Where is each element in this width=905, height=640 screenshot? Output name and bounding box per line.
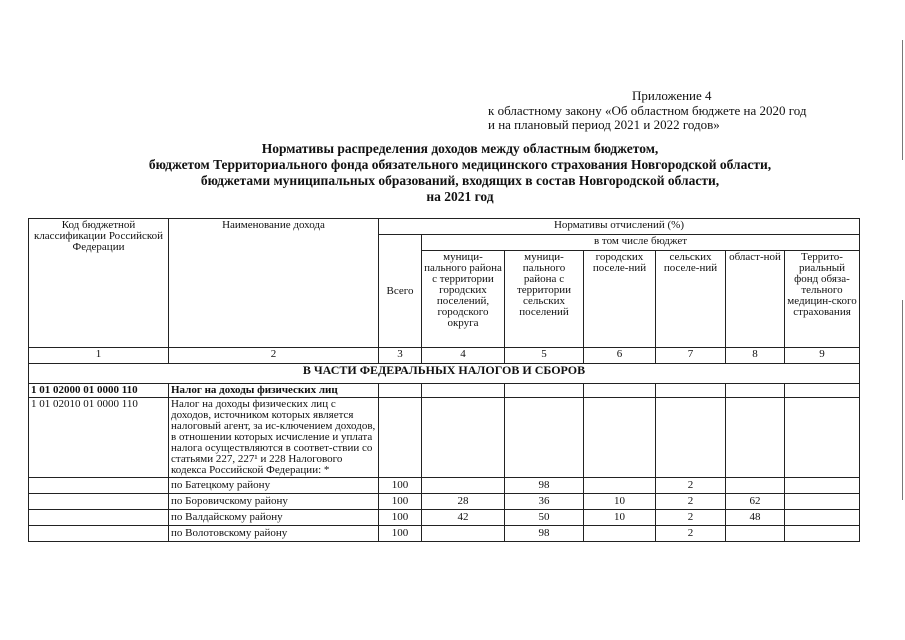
row-total: 100 [379, 510, 422, 526]
group-code: 1 01 02000 01 0000 110 [29, 384, 169, 398]
row-value [584, 478, 656, 494]
row-value [584, 526, 656, 542]
table-row [29, 478, 860, 494]
header-territorial-fund: Террито-риальный фонд обяза-тельного медицин-ского страхования [785, 251, 860, 348]
row-value [726, 526, 785, 542]
header-name: Наименование дохода [169, 219, 379, 348]
title-line: на 2021 год [426, 189, 494, 204]
row-value [785, 494, 860, 510]
norms-table [28, 218, 860, 542]
column-number: 9 [785, 348, 860, 364]
row-value [422, 478, 505, 494]
row-value: 2 [656, 510, 726, 526]
table-row [29, 526, 860, 542]
group-name: Налог на доходы физических лиц [169, 384, 379, 398]
column-numbers-row [29, 348, 860, 364]
appendix-law-ref-cont: и на плановый период 2021 и 2022 годов» [488, 117, 720, 132]
header-code: Код бюджетной классификации Российской Федерации [29, 219, 169, 348]
column-number: 8 [726, 348, 785, 364]
scan-edge-mark [902, 40, 903, 160]
title-line: Нормативы распределения доходов между областным бюджетом, [261, 141, 659, 156]
row-value: 28 [422, 494, 505, 510]
row-value: 98 [505, 526, 584, 542]
item-code: 1 01 02010 01 0000 110 [29, 398, 169, 478]
column-number: 2 [169, 348, 379, 364]
row-value: 48 [726, 510, 785, 526]
header-regional: област-ной [726, 251, 785, 348]
header-municipal-rural: муници-пального района с территории сельских поселений [505, 251, 584, 348]
item-name: Налог на доходы физических лиц с доходов, источником которых является налоговый агент, за ис-ключением доходов, в отношении которых исчисление и уплата налога осуществляются в соответ-ствии со статьями 227, 227¹ и 228 Налогового кодекса Российской Федерации: * [169, 398, 379, 478]
row-total: 100 [379, 478, 422, 494]
row-name: по Боровичскому району [169, 494, 379, 510]
row-value: 10 [584, 494, 656, 510]
row-value: 10 [584, 510, 656, 526]
title-line: бюджетами муниципальных образований, входящих в состав Новгородской области, [200, 173, 720, 188]
section-heading: В ЧАСТИ ФЕДЕРАЛЬНЫХ НАЛОГОВ И СБОРОВ [29, 364, 860, 384]
row-value: 50 [505, 510, 584, 526]
row-name: по Валдайскому району [169, 510, 379, 526]
title-line: бюджетом Территориального фонда обязательного медицинского страхования Новгородской области, [148, 157, 772, 172]
column-number: 1 [29, 348, 169, 364]
row-value: 36 [505, 494, 584, 510]
row-value: 2 [656, 526, 726, 542]
appendix-law-ref: к областному закону «Об областном бюджете на 2020 год [488, 102, 807, 118]
header-total: Всего [379, 235, 422, 348]
column-number: 4 [422, 348, 505, 364]
table-row [29, 510, 860, 526]
row-value: 2 [656, 478, 726, 494]
header-urban-settlements: городских поселе-ний [584, 251, 656, 348]
header-municipal-urban: муници-пального района с территории городских поселений, городского округа [422, 251, 505, 348]
row-value: 62 [726, 494, 785, 510]
header-including: в том числе бюджет [422, 235, 860, 251]
header-norms: Нормативы отчислений (%) [379, 219, 860, 235]
document-title [60, 141, 860, 205]
row-name: по Батецкому району [169, 478, 379, 494]
row-value: 2 [656, 494, 726, 510]
row-value: 98 [505, 478, 584, 494]
row-value: 42 [422, 510, 505, 526]
row-value [785, 510, 860, 526]
column-number: 5 [505, 348, 584, 364]
row-total: 100 [379, 494, 422, 510]
scan-edge-mark [902, 300, 903, 500]
row-name: по Волотовскому району [169, 526, 379, 542]
column-number: 6 [584, 348, 656, 364]
column-number: 7 [656, 348, 726, 364]
table-row [29, 494, 860, 510]
header-rural-settlements: сельских поселе-ний [656, 251, 726, 348]
row-value [785, 526, 860, 542]
row-total: 100 [379, 526, 422, 542]
row-value [785, 478, 860, 494]
row-value [422, 526, 505, 542]
appendix-header [488, 89, 807, 133]
appendix-number: Приложение 4 [632, 88, 712, 103]
row-value [726, 478, 785, 494]
column-number: 3 [379, 348, 422, 364]
